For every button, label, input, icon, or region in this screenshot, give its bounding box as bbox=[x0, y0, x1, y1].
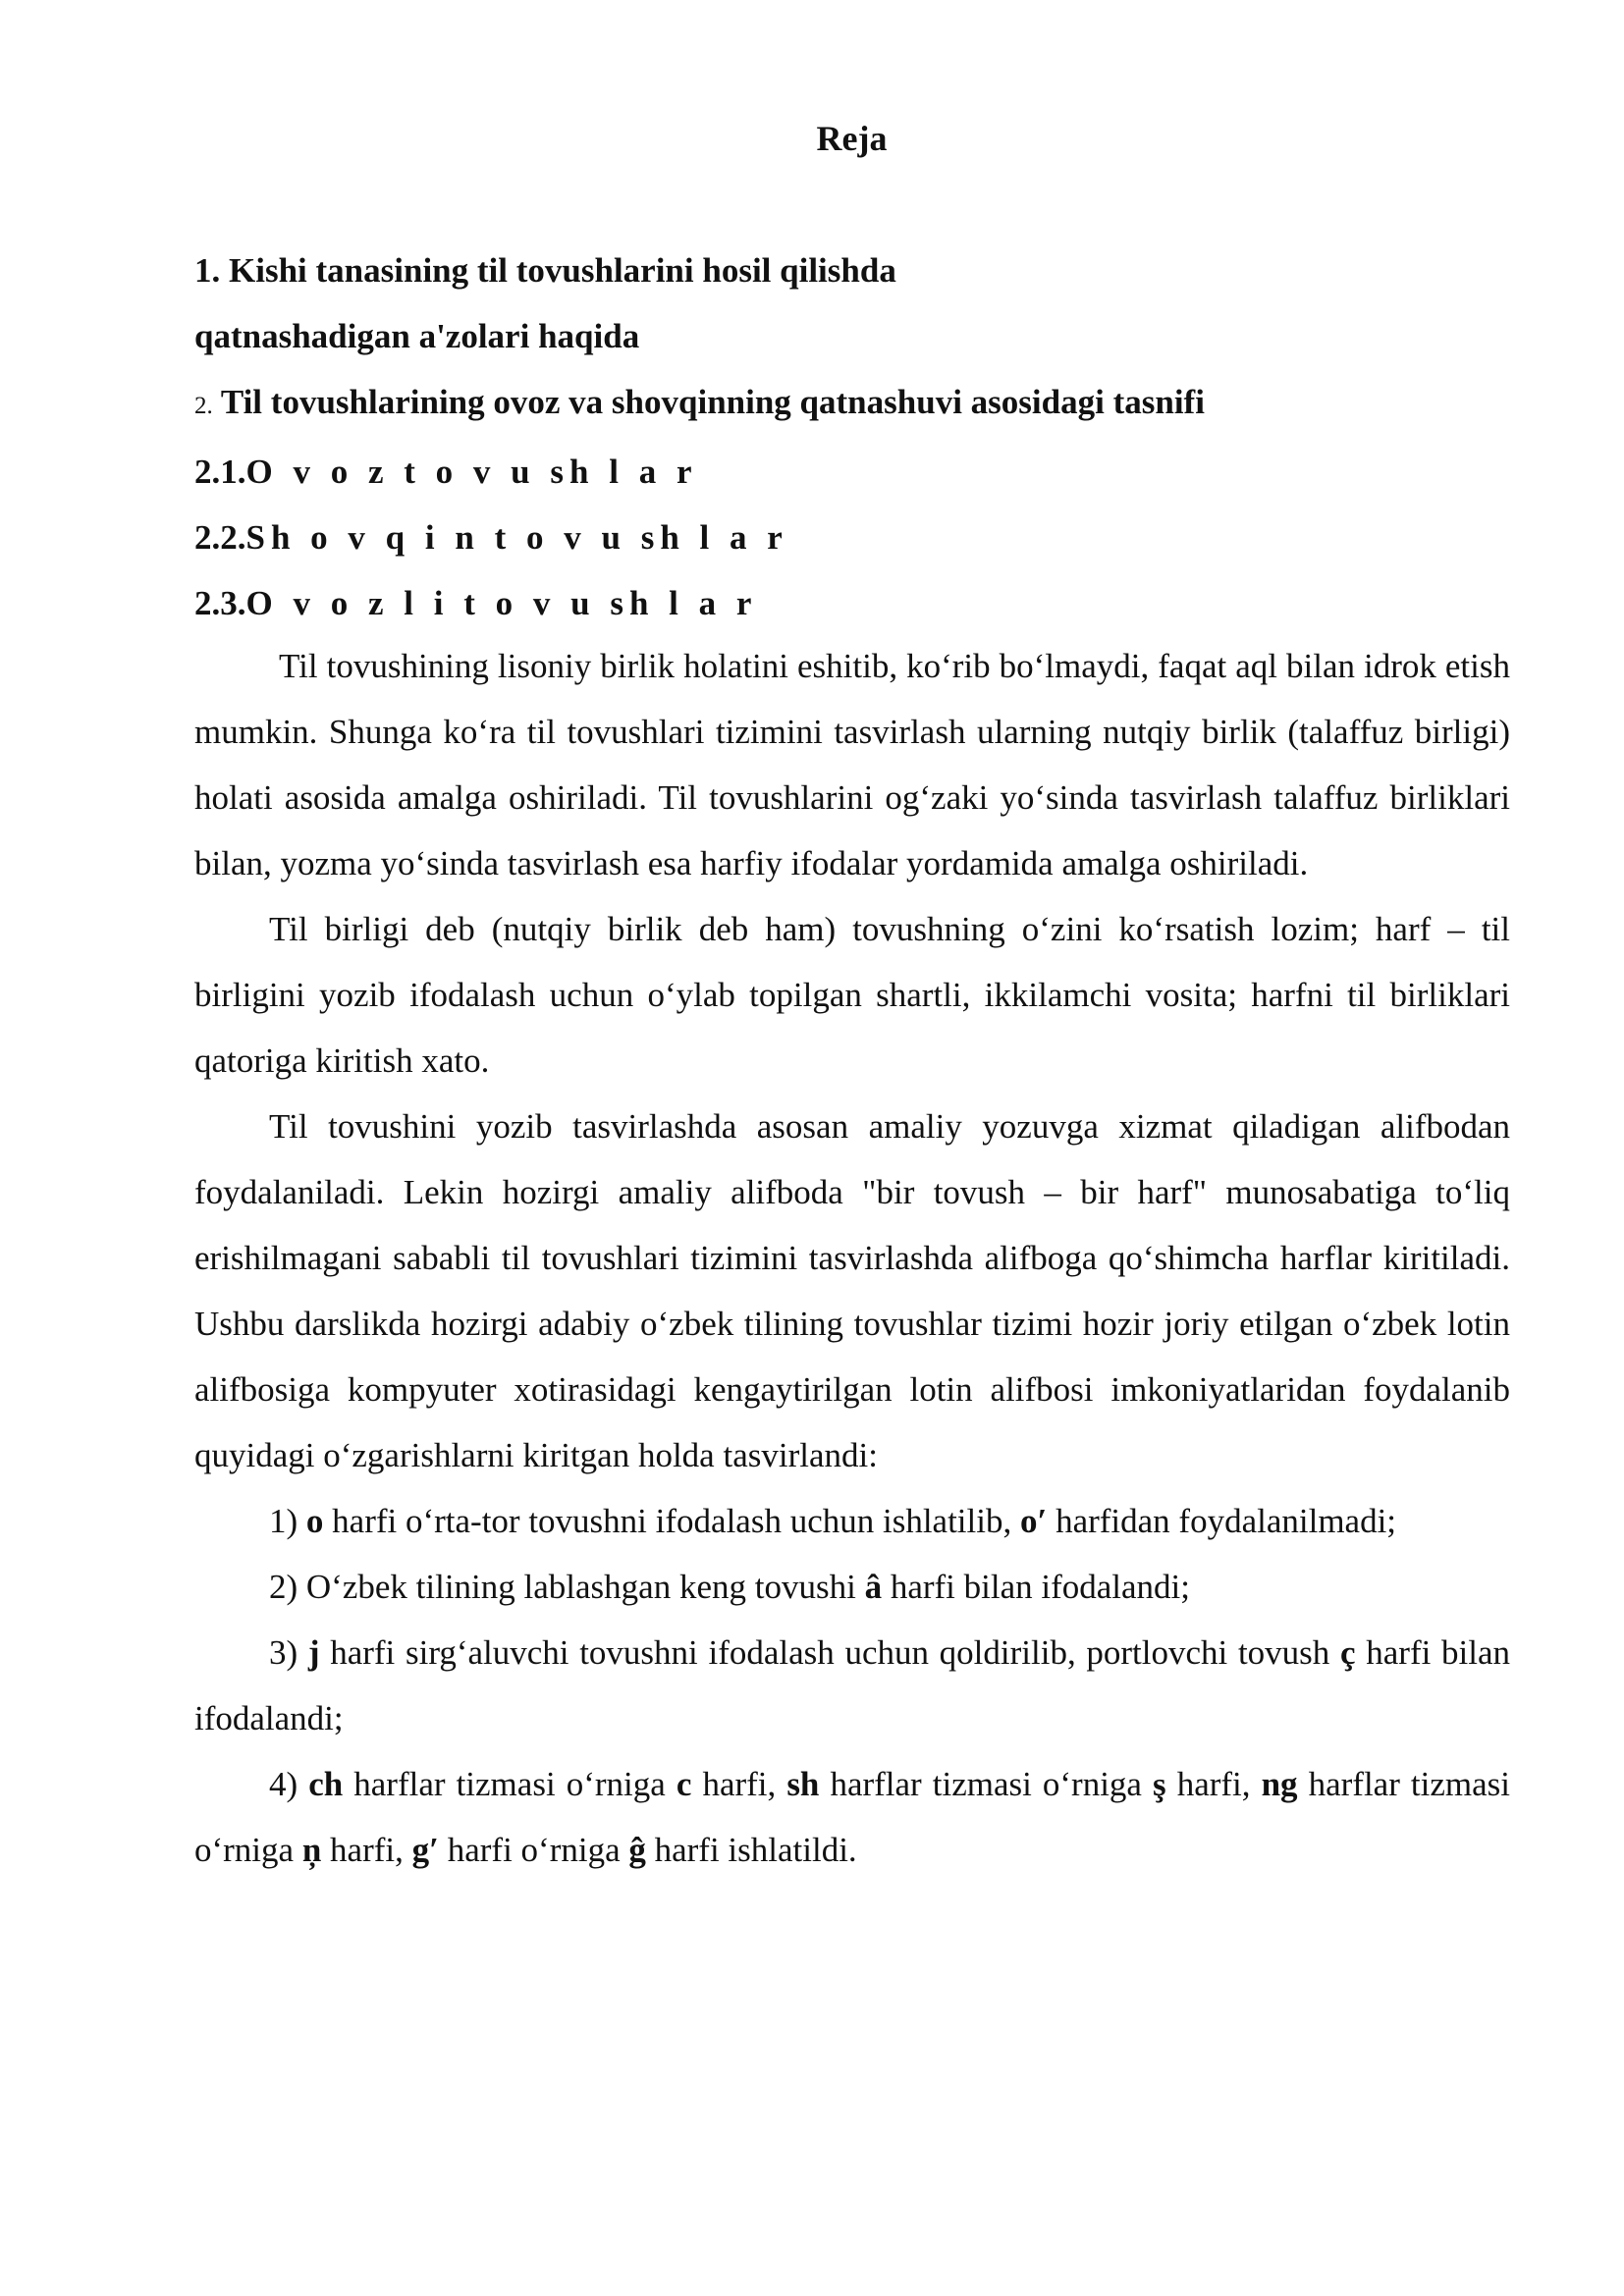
list-item-4 bbox=[194, 1751, 1510, 1883]
letters-sh: sh bbox=[786, 1765, 820, 1803]
outline-item-2-3-number: 2.3. bbox=[194, 584, 246, 622]
letters-ng: ng bbox=[1261, 1765, 1298, 1803]
list-item-3 bbox=[194, 1620, 1510, 1751]
list-item-4-text-g: harfi o‘rniga bbox=[438, 1831, 629, 1869]
outline-item-2-2-text: Sh o v q i n t o v u sh l a r bbox=[245, 518, 788, 557]
list-item-4-text-f: harfi, bbox=[321, 1831, 412, 1869]
list-item-2-text-a: 2) O‘zbek tilining lablashgan keng tovushi bbox=[269, 1568, 865, 1606]
list-item-3-text-a: harfi sirg‘aluvchi tovushni ifodalash uchun qoldirilib, portlovchi tovush bbox=[319, 1633, 1341, 1672]
outline-item-2-text: Til tovushlarining ovoz va shovqinning qatnashuvi asosidagi tasnifi bbox=[220, 383, 1205, 421]
outline-item-2-3 bbox=[194, 570, 1510, 636]
list-item-1-text-a: harfi o‘rta-tor tovushni ifodalash uchun ishlatilib, bbox=[323, 1502, 1020, 1540]
letter-o: o bbox=[305, 1502, 324, 1540]
list-item-1-text-b: harfidan foydalanilmadi; bbox=[1047, 1502, 1397, 1540]
paragraph-2: Til birligi deb (nutqiy birlik deb ham) tovushning o‘zini ko‘rsatish lozim; harf – til birligini yozib ifodalash uchun o‘ylab topilgan shartli, ikkilamchi vosita; harfni til birliklari qatoriga kiritish xato. bbox=[194, 910, 1510, 1080]
list-item-4-text-a: harflar tizmasi o‘rniga bbox=[343, 1765, 677, 1803]
letter-j: j bbox=[307, 1633, 320, 1672]
outline-item-2 bbox=[194, 369, 1510, 439]
paragraph-1: Til tovushining lisoniy birlik holatini eshitib, ko‘rib bo‘lmaydi, faqat aql bilan idrok etish mumkin. Shunga ko‘ra til tovushlari tizimini tasvirlash ularning nutqiy birlik (talaffuz birligi) holati asosida amalga oshiriladi. Til tovushlarini og‘zaki yo‘sinda tasvirlash talaffuz birliklari bilan, yozma yo‘sinda tasvirlash esa harfiy ifodalar yordamida amalga oshiriladi. bbox=[194, 647, 1510, 882]
list-item-3-number: 3) bbox=[269, 1633, 308, 1672]
list-item-1 bbox=[194, 1488, 1510, 1554]
paragraph-3: Til tovushini yozib tasvirlashda asosan amaliy yozuvga xizmat qiladigan alifbodan foydalaniladi. Lekin hozirgi amaliy alifboda "bir tovush – bir harf" munosabatiga to‘liq erishilmagani sababli til tovushlari tizimini tasvirlashda alifboga qo‘shimcha harflar kiritiladi. Ushbu darslikda hozirgi adabiy o‘zbek tilining tovushlar tizimi hozir joriy etilgan o‘zbek lotin alifbosiga kompyuter xotirasidagi kengaytirilgan lotin alifbosi imkoniyatlaridan foydalanib quyidagi o‘zgarishlarni kiritgan holda tasvirlandi: bbox=[194, 1107, 1510, 1474]
outline-item-1-line-2: qatnashadigan a'zolari haqida bbox=[194, 317, 640, 355]
outline-item-2-1-number: 2.1. bbox=[194, 453, 246, 491]
list-item-4-text-h: harfi ishlatildi. bbox=[645, 1831, 857, 1869]
list-item-3-text-b: harfi bilan ifodalandi; bbox=[194, 1633, 1511, 1737]
list-item-4-text-e: harflar tizmasi o‘rniga bbox=[194, 1765, 1510, 1869]
body-text bbox=[194, 633, 1510, 1883]
letter-o-prime: o′ bbox=[1019, 1502, 1048, 1540]
outline-item-2-1 bbox=[194, 439, 1510, 505]
list-item-4-number: 4) bbox=[269, 1765, 309, 1803]
outline-item-2-3-text: O v o z l i t o v u sh l a r bbox=[245, 584, 758, 622]
letter-g-prime: g′ bbox=[411, 1831, 439, 1869]
list-item-4-text-b: harfi, bbox=[691, 1765, 787, 1803]
letter-g-circumflex: ĝ bbox=[628, 1831, 646, 1869]
page-title: Reja bbox=[816, 119, 888, 158]
list-item-4-text-c: harflar tizmasi o‘rniga bbox=[819, 1765, 1154, 1803]
letters-ch: ch bbox=[308, 1765, 344, 1803]
letter-c: c bbox=[676, 1765, 692, 1803]
outline-item-2-2 bbox=[194, 505, 1510, 570]
letter-n-cedilla: ņ bbox=[301, 1831, 322, 1869]
list-item-2-text-b: harfi bilan ifodalandi; bbox=[882, 1568, 1190, 1606]
list-item-4-text-d: harfi, bbox=[1165, 1765, 1262, 1803]
outline-item-2-2-number: 2.2. bbox=[194, 518, 246, 557]
letter-s-cedilla: ş bbox=[1153, 1765, 1166, 1803]
letter-a-circumflex: â bbox=[864, 1568, 883, 1606]
outline-item-2-number: 2. bbox=[194, 393, 213, 419]
list-item-1-number: 1) bbox=[269, 1502, 306, 1540]
outline-item-2-1-text: O v o z t o v u sh l a r bbox=[245, 453, 698, 491]
list-item-2 bbox=[194, 1554, 1510, 1620]
letter-c-cedilla: ç bbox=[1340, 1633, 1356, 1672]
outline-item-1-line-1: 1. Kishi tanasining til tovushlarini hosil qilishda bbox=[194, 251, 896, 290]
plan-outline bbox=[194, 238, 1510, 636]
